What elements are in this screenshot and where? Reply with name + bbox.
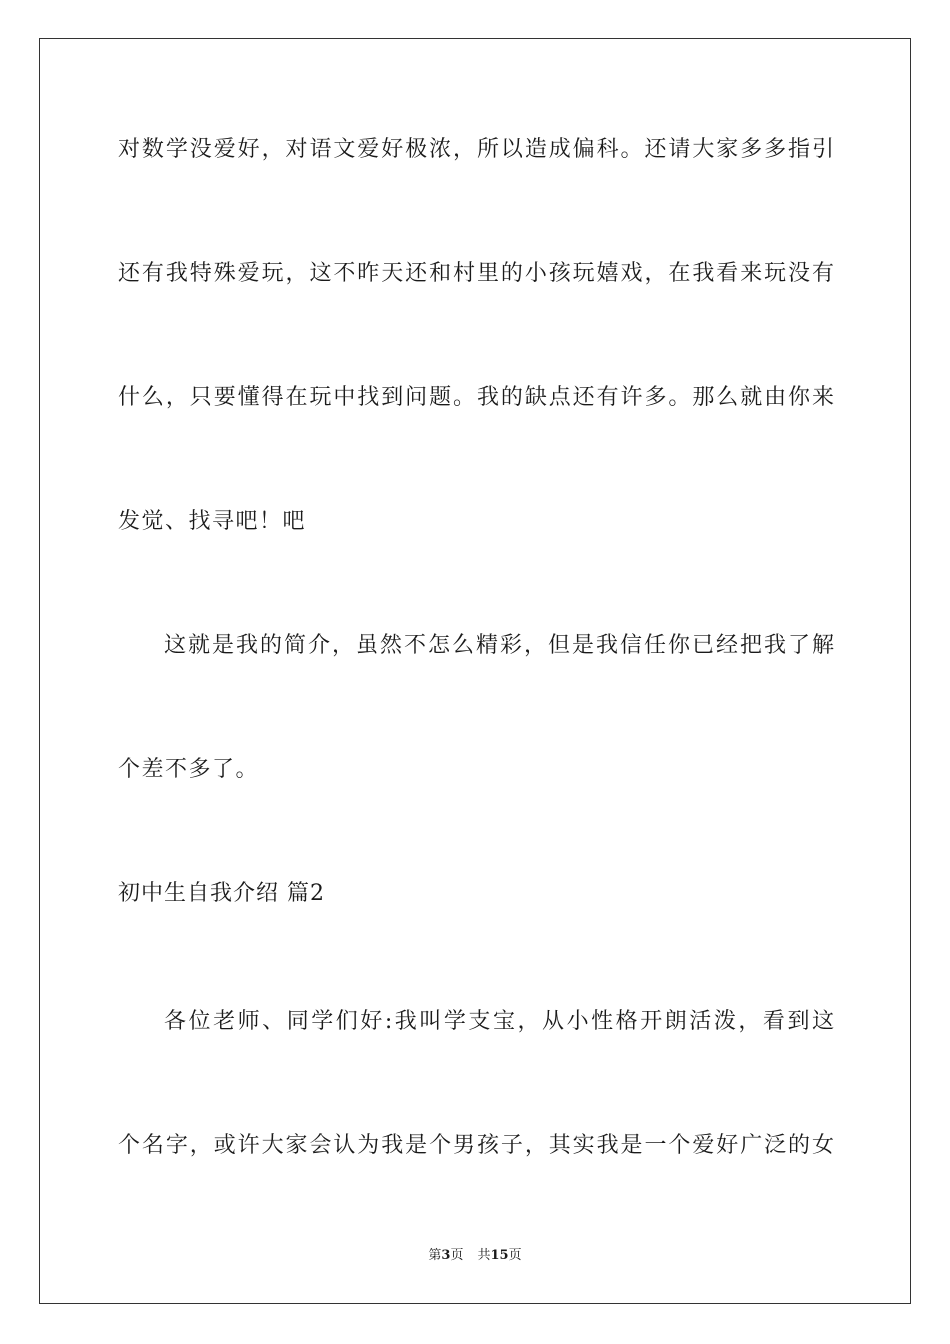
body-line: 个名字，或许大家会认为我是个男孩子，其实我是一个爱好广泛的女 xyxy=(118,1133,834,1158)
body-line: 什么，只要懂得在玩中找到问题。我的缺点还有许多。那么就由你来 xyxy=(118,385,834,410)
page-suffix: 页 xyxy=(450,1248,464,1263)
page-current: 3 xyxy=(441,1248,451,1263)
body-line: 发觉、找寻吧！吧 xyxy=(118,509,307,534)
body-line: 还有我特殊爱玩，这不昨天还和村里的小孩玩嬉戏，在我看来玩没有 xyxy=(118,261,834,286)
paragraph-first-line: 这就是我的简介，虽然不怎么精彩，但是我信任你已经把我了解 xyxy=(164,633,834,658)
body-line: 对数学没爱好，对语文爱好极浓，所以造成偏科。还请大家多多指引 xyxy=(118,137,834,162)
page-frame xyxy=(39,38,911,1304)
body-line: 个差不多了。 xyxy=(118,757,260,782)
page-total: 15 xyxy=(490,1248,509,1263)
page-prefix: 第 xyxy=(428,1248,442,1263)
page-footer xyxy=(0,1247,950,1265)
paragraph-first-line: 各位老师、同学们好:我叫学支宝，从小性格开朗活泼，看到这 xyxy=(164,1009,834,1034)
section-heading: 初中生自我介绍 篇2 xyxy=(118,881,325,906)
total-prefix: 共 xyxy=(477,1248,491,1263)
total-suffix: 页 xyxy=(508,1248,522,1263)
